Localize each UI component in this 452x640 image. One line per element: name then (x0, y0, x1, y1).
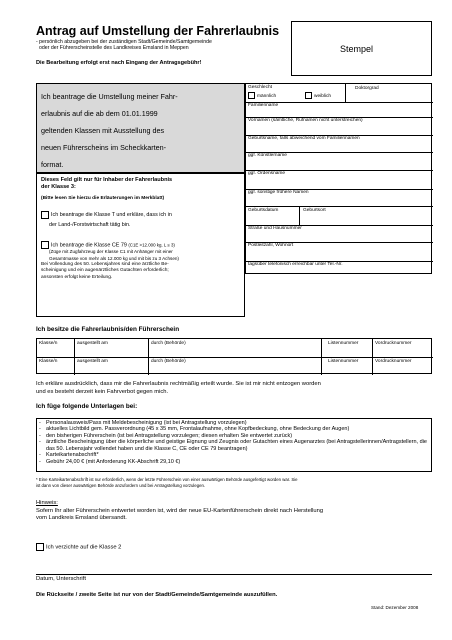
birth-name-field[interactable]: Geburtsname, falls abweichend vom Familiennamen (248, 136, 360, 141)
religious-name-field[interactable]: ggf. Ordensname (248, 171, 286, 176)
first-names-field[interactable]: Vornamen (sämtliche, Rufnamen nicht unterstreichen) (248, 118, 363, 123)
licence-col-form-number[interactable]: Vordrucknummer (375, 341, 412, 346)
declaration-line: Ich erkläre ausdrücklich, dass mir die Fahrerlaubnis rechtmäßig erteilt wurde. Sie ist mir nicht entzogen worden (36, 381, 321, 387)
class-ce79-note: ansonsten erfolgt keine Erteilung. (41, 275, 113, 281)
footnote-line: * Eine Karteikartenabschrift ist nur erforderlich, wenn der letzte Führerschein von einer auswärtigen Behörde ausgefertigt worden war. Sie (36, 477, 298, 482)
licence-col-issued[interactable]: ausgestellt am (77, 359, 108, 364)
gender-male-option[interactable] (248, 92, 276, 99)
licence-col-authority[interactable]: durch (Behörde) (151, 341, 186, 346)
licence-col-issued[interactable]: ausgestellt am (77, 341, 108, 346)
gender-male-label: männlich (257, 93, 277, 99)
signature-line[interactable] (36, 574, 432, 575)
licence-col-list-number[interactable]: Listennummer (328, 359, 359, 364)
documents-box (36, 418, 432, 472)
class3-box (36, 173, 245, 317)
form-subtitle-line1: - persönlich abzugeben bei der zuständigen Stadt/Gemeinde/Samtgemeinde (36, 39, 212, 45)
personal-data-grid (245, 83, 432, 274)
street-field[interactable]: Straße und Hausnummer (248, 226, 302, 231)
class-ce79-note: Gesamtmasse von mehr als 12.000 kg und mit bis zu 3 Achsen) (49, 255, 179, 261)
documents-list (38, 420, 430, 465)
stamp-label: Stempel (340, 44, 374, 54)
licence-col-authority[interactable]: durch (Behörde) (151, 359, 186, 364)
class-t-label-line2: der Land-/Forstwirtschaft tätig bin. (49, 222, 131, 228)
document-item: - Personalausweis/Pass mit Meldebescheinigung (ist bei Antragstellung vorzulegen) (38, 420, 430, 426)
waiver-option[interactable] (36, 543, 121, 552)
hint-block (36, 500, 323, 523)
other-names-field[interactable]: ggf. sonstige frühere Namen (248, 190, 309, 195)
class-ce79-note: (Züge mit Zugfahrzeug der Klasse C1 mit Anhänger mit einer (49, 249, 173, 255)
document-item: - Karteikartenabschrift* (38, 452, 430, 458)
licence-table (36, 338, 432, 374)
gender-female-label: weiblich (314, 93, 332, 99)
documents-heading: Ich füge folgende Unterlagen bei: (36, 403, 138, 410)
gender-female-checkbox[interactable] (305, 92, 312, 99)
hint-line: Sofern Ihr alter Führerschein entwertet worden ist, wird der neue EU-Kartenführerschein direkt nach Herstellung (36, 507, 324, 514)
postcode-city-field[interactable]: Postleitzahl, Wohnort (248, 243, 294, 248)
document-item: - Gebühr 24,00 € (mit Anforderung KK-Abschrift 29,10 €) (38, 459, 430, 465)
footnote (36, 477, 298, 488)
hint-label: Hinweis: (36, 500, 58, 506)
class3-heading (41, 177, 172, 191)
birth-date-field[interactable]: Geburtsdatum (248, 208, 279, 213)
intro-line: geltenden Klassen mit Ausstellung des (41, 126, 165, 135)
document-item: - aktuelles Lichtbild gem. Passverordnung (45 x 35 mm, Frontalaufnahme, ohne Kopfbedeckung, ohne Bedeckung der Augen) (38, 426, 430, 432)
form-version: Stand: Dezember 2008 (371, 605, 419, 610)
form-title: Antrag auf Umstellung der Fahrerlaubnis (36, 24, 280, 38)
artist-name-field[interactable]: ggf. Künstlername (248, 153, 287, 158)
intro-line: erlaubnis auf die ab dem 01.01.1999 (41, 109, 158, 118)
intro-box (36, 83, 245, 173)
licence-col-list-number[interactable]: Listennummer (328, 341, 359, 346)
class3-hint: (Bitte lesen Sie hierzu die Erläuterungen im Merkblatt) (41, 196, 165, 201)
class-t-checkbox[interactable] (41, 211, 49, 219)
gender-female-option[interactable] (305, 92, 331, 99)
signature-label: Datum, Unterschrift (36, 576, 86, 582)
footer-note: Die Rückseite / zweite Seite ist nur von der Stadt/Gemeinde/Samtgemeinde auszufüllen. (36, 592, 278, 598)
class-ce79-checkbox[interactable] (41, 241, 49, 249)
class-ce79-label: Ich beantrage die Klasse CE 79 (51, 242, 127, 249)
stamp-box (291, 21, 432, 76)
declaration (36, 381, 321, 397)
declaration-line: und es besteht derzeit kein Fahrverbot gegen mich. (36, 388, 169, 395)
class-t-label: Ich beantrage die Klasse T und erkläre, dass ich in (51, 212, 172, 218)
form-subtitle-line2: oder der Führerscheinstelle des Landkreises Emsland in Meppen (39, 45, 189, 51)
surname-field[interactable]: Familienname (248, 103, 279, 108)
document-item: - ärztliche Bescheinigung über die körperliche und geistige Eignung und Zeugnis oder Gutachten eines Augenarztes (bei Antragstellerinnen/Antragstellern, die das 50. Lebensjahr vollendet haben und die Klasse C, CE oder CE 79 beantragen) (38, 439, 430, 452)
fee-notice: Die Bearbeitung erfolgt erst nach Eingang der Antragsgebühr! (36, 60, 202, 66)
birth-place-field[interactable]: Geburtsort (303, 208, 326, 213)
intro-line: format. (41, 160, 64, 169)
licence-col-class[interactable]: Klasse/n (39, 359, 58, 364)
class-ce79-option[interactable] (41, 241, 179, 282)
document-item: - den bisherigen Führerschein (ist bei Antragstellung vorzulegen; diesen erhalten Sie entwertet zurück) (38, 433, 430, 439)
class-ce79-note: scheinigung und ein augenärztliches Gutachten erforderlich; (41, 268, 169, 274)
phone-field[interactable]: tagsüber telefonisch erreichbar unter Tel.-Nr. (248, 262, 343, 267)
waiver-label: Ich verzichte auf die Klasse 2 (46, 544, 122, 551)
intro-line: neuen Führerscheins im Scheckkarten- (41, 143, 167, 152)
gender-male-checkbox[interactable] (248, 92, 255, 99)
hint-line: vom Landkreis Emsland übersandt. (36, 515, 127, 522)
intro-line: Ich beantrage die Umstellung meiner Fahr- (41, 92, 178, 101)
class3-heading-line1: Dieses Feld gilt nur für Inhaber der Fahrerlaubnis (41, 177, 173, 183)
doctorate-field[interactable]: Doktorgrad (355, 86, 379, 91)
class-t-option[interactable] (41, 210, 172, 230)
licence-heading: Ich besitze die Fahrerlaubnis/den Führerschein (36, 326, 180, 333)
intro-text (41, 88, 178, 173)
licence-col-form-number[interactable]: Vordrucknummer (375, 359, 412, 364)
waiver-checkbox[interactable] (36, 543, 44, 551)
gender-label: Geschlecht (248, 85, 272, 90)
class-ce79-note: Bei Vollendung des 50. Lebensjahres sind eine ärztliche Be- (41, 261, 169, 267)
class-ce79-detail: (C1E >12.000 kg, L ≤ 3) (128, 242, 175, 248)
licence-col-class[interactable]: Klasse/n (39, 341, 58, 346)
class3-heading-line2: der Klasse 3: (41, 184, 76, 190)
footnote-line: ist dann von dieser auswärtigen Behörde anzufordern und bei Antragstellung vorzulegen. (36, 482, 206, 488)
